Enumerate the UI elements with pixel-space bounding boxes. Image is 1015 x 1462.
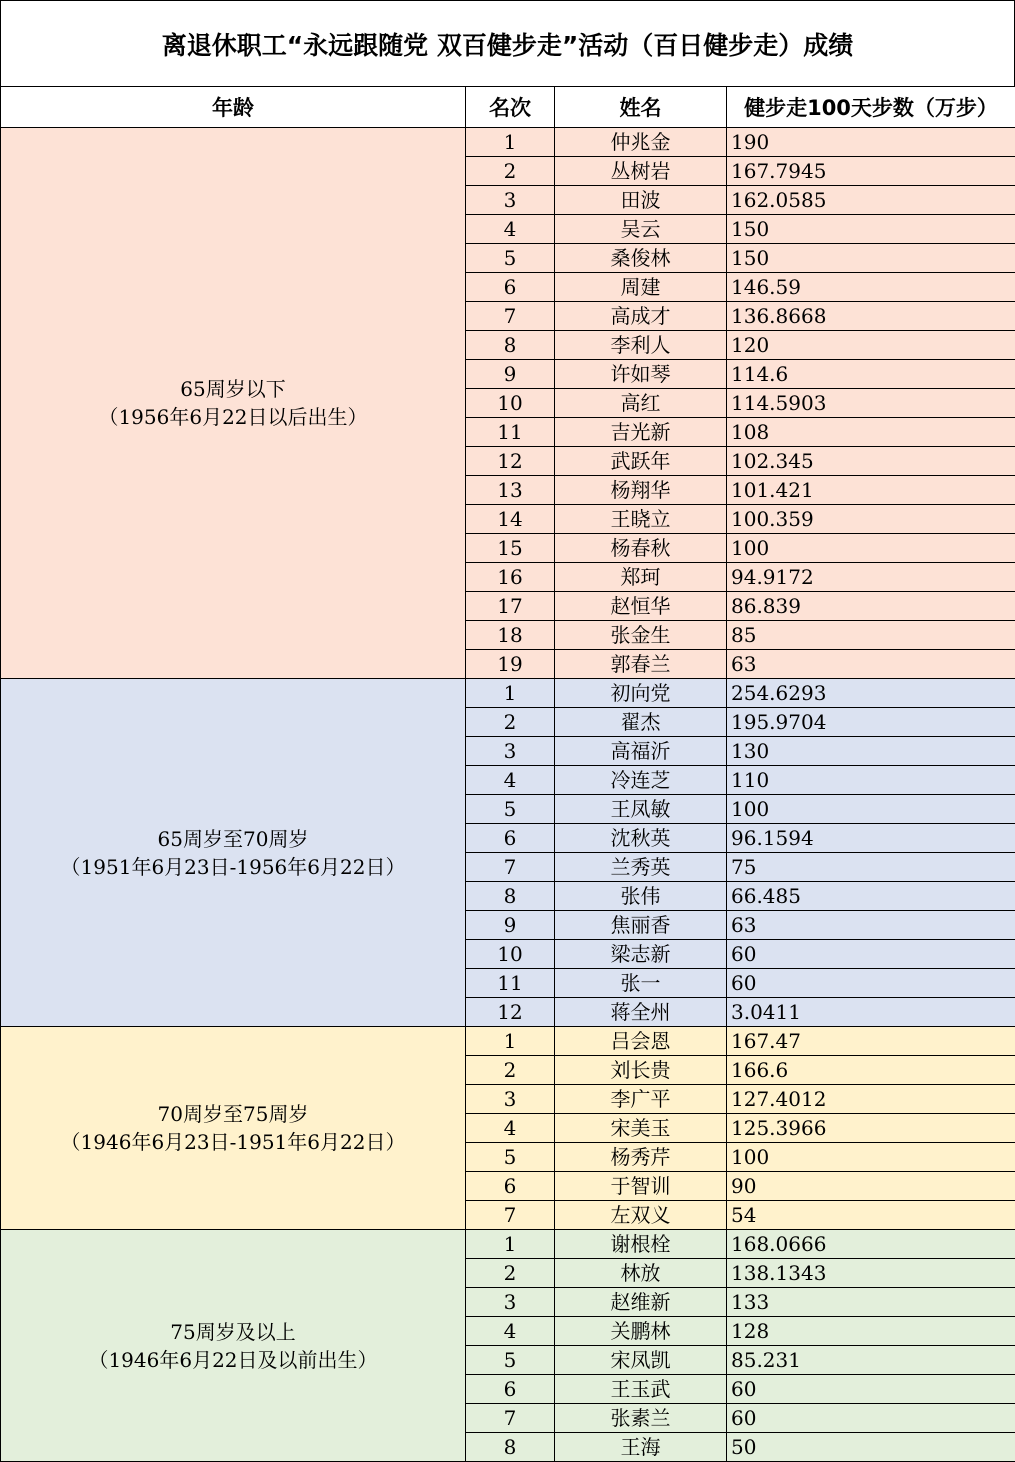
steps-cell: 254.6293 — [727, 679, 1015, 708]
rank-cell: 12 — [466, 998, 555, 1027]
steps-cell: 101.421 — [727, 476, 1015, 505]
steps-cell: 60 — [727, 1404, 1015, 1433]
rank-cell: 5 — [466, 1143, 555, 1172]
rank-cell: 6 — [466, 273, 555, 302]
name-cell: 王晓立 — [555, 505, 727, 534]
name-cell: 高成才 — [555, 302, 727, 331]
table-row — [1, 1230, 1015, 1259]
rank-cell: 5 — [466, 244, 555, 273]
name-cell: 杨秀芹 — [555, 1143, 727, 1172]
age-group-cell — [1, 1027, 466, 1230]
steps-cell: 86.839 — [727, 592, 1015, 621]
steps-cell: 128 — [727, 1317, 1015, 1346]
steps-cell: 195.9704 — [727, 708, 1015, 737]
rank-cell: 14 — [466, 505, 555, 534]
rank-cell: 11 — [466, 969, 555, 998]
steps-cell: 136.8668 — [727, 302, 1015, 331]
header-age: 年龄 — [1, 87, 466, 128]
rank-cell: 8 — [466, 331, 555, 360]
steps-cell: 168.0666 — [727, 1230, 1015, 1259]
rank-cell: 3 — [466, 1288, 555, 1317]
name-cell: 张素兰 — [555, 1404, 727, 1433]
name-cell: 宋凤凯 — [555, 1346, 727, 1375]
age-group-label: 75周岁及以上 — [1, 1318, 465, 1346]
steps-cell: 150 — [727, 215, 1015, 244]
name-cell: 王海 — [555, 1433, 727, 1462]
steps-cell: 146.59 — [727, 273, 1015, 302]
page-title: 离退休职工“永远跟随党 双百健步走”活动（百日健步走）成绩 — [0, 0, 1015, 86]
name-cell: 刘长贵 — [555, 1056, 727, 1085]
rank-cell: 10 — [466, 940, 555, 969]
name-cell: 林放 — [555, 1259, 727, 1288]
name-cell: 高福沂 — [555, 737, 727, 766]
name-cell: 王玉武 — [555, 1375, 727, 1404]
name-cell: 冷连芝 — [555, 766, 727, 795]
name-cell: 焦丽香 — [555, 911, 727, 940]
name-cell: 兰秀英 — [555, 853, 727, 882]
steps-cell: 167.7945 — [727, 157, 1015, 186]
age-group-range: （1946年6月22日及以前出生） — [1, 1346, 465, 1374]
age-group-cell — [1, 128, 466, 679]
steps-cell: 114.5903 — [727, 389, 1015, 418]
name-cell: 赵维新 — [555, 1288, 727, 1317]
rank-cell: 6 — [466, 824, 555, 853]
steps-cell: 66.485 — [727, 882, 1015, 911]
table-row — [1, 128, 1015, 157]
rank-cell: 5 — [466, 1346, 555, 1375]
steps-cell: 130 — [727, 737, 1015, 766]
rank-cell: 5 — [466, 795, 555, 824]
rank-cell: 7 — [466, 302, 555, 331]
steps-cell: 150 — [727, 244, 1015, 273]
rank-cell: 1 — [466, 679, 555, 708]
rank-cell: 9 — [466, 360, 555, 389]
rank-cell: 3 — [466, 737, 555, 766]
steps-cell: 63 — [727, 650, 1015, 679]
rank-cell: 6 — [466, 1375, 555, 1404]
name-cell: 杨春秋 — [555, 534, 727, 563]
rank-cell: 1 — [466, 1027, 555, 1056]
age-group-range: （1956年6月22日以后出生） — [1, 403, 465, 431]
steps-cell: 85.231 — [727, 1346, 1015, 1375]
steps-cell: 54 — [727, 1201, 1015, 1230]
name-cell: 吴云 — [555, 215, 727, 244]
name-cell: 张伟 — [555, 882, 727, 911]
steps-cell: 162.0585 — [727, 186, 1015, 215]
rank-cell: 10 — [466, 389, 555, 418]
name-cell: 宋美玉 — [555, 1114, 727, 1143]
steps-cell: 133 — [727, 1288, 1015, 1317]
name-cell: 丛树岩 — [555, 157, 727, 186]
steps-cell: 75 — [727, 853, 1015, 882]
name-cell: 田波 — [555, 186, 727, 215]
age-group-cell — [1, 1230, 466, 1462]
name-cell: 仲兆金 — [555, 128, 727, 157]
table-header-row — [1, 87, 1015, 128]
rank-cell: 4 — [466, 1114, 555, 1143]
steps-cell: 108 — [727, 418, 1015, 447]
steps-cell: 96.1594 — [727, 824, 1015, 853]
header-steps: 健步走100天步数（万步） — [727, 87, 1015, 128]
name-cell: 王凤敏 — [555, 795, 727, 824]
name-cell: 于智训 — [555, 1172, 727, 1201]
name-cell: 梁志新 — [555, 940, 727, 969]
steps-cell: 114.6 — [727, 360, 1015, 389]
steps-cell: 120 — [727, 331, 1015, 360]
steps-cell: 60 — [727, 969, 1015, 998]
rank-cell: 7 — [466, 1201, 555, 1230]
rank-cell: 8 — [466, 882, 555, 911]
name-cell: 蒋全州 — [555, 998, 727, 1027]
name-cell: 许如琴 — [555, 360, 727, 389]
steps-cell: 60 — [727, 1375, 1015, 1404]
name-cell: 赵恒华 — [555, 592, 727, 621]
name-cell: 杨翔华 — [555, 476, 727, 505]
name-cell: 郑珂 — [555, 563, 727, 592]
steps-cell: 110 — [727, 766, 1015, 795]
rank-cell: 2 — [466, 157, 555, 186]
table-row — [1, 679, 1015, 708]
rank-cell: 9 — [466, 911, 555, 940]
rank-cell: 4 — [466, 766, 555, 795]
rank-cell: 2 — [466, 708, 555, 737]
steps-cell: 50 — [727, 1433, 1015, 1462]
rank-cell: 16 — [466, 563, 555, 592]
header-rank: 名次 — [466, 87, 555, 128]
name-cell: 李利人 — [555, 331, 727, 360]
table-body — [1, 128, 1015, 1462]
name-cell: 桑俊林 — [555, 244, 727, 273]
name-cell: 张金生 — [555, 621, 727, 650]
steps-cell: 94.9172 — [727, 563, 1015, 592]
name-cell: 谢根栓 — [555, 1230, 727, 1259]
steps-cell: 90 — [727, 1172, 1015, 1201]
steps-cell: 127.4012 — [727, 1085, 1015, 1114]
steps-cell: 100 — [727, 1143, 1015, 1172]
name-cell: 吕会恩 — [555, 1027, 727, 1056]
steps-cell: 3.0411 — [727, 998, 1015, 1027]
results-table — [0, 86, 1015, 1462]
name-cell: 关鹏林 — [555, 1317, 727, 1346]
steps-cell: 167.47 — [727, 1027, 1015, 1056]
steps-cell: 166.6 — [727, 1056, 1015, 1085]
name-cell: 沈秋英 — [555, 824, 727, 853]
steps-cell: 138.1343 — [727, 1259, 1015, 1288]
name-cell: 李广平 — [555, 1085, 727, 1114]
name-cell: 郭春兰 — [555, 650, 727, 679]
rank-cell: 15 — [466, 534, 555, 563]
steps-cell: 190 — [727, 128, 1015, 157]
rank-cell: 4 — [466, 215, 555, 244]
rank-cell: 18 — [466, 621, 555, 650]
steps-cell: 100 — [727, 534, 1015, 563]
rank-cell: 1 — [466, 1230, 555, 1259]
steps-cell: 102.345 — [727, 447, 1015, 476]
rank-cell: 7 — [466, 1404, 555, 1433]
rank-cell: 11 — [466, 418, 555, 447]
rank-cell: 4 — [466, 1317, 555, 1346]
age-group-label: 65周岁以下 — [1, 375, 465, 403]
rank-cell: 13 — [466, 476, 555, 505]
rank-cell: 3 — [466, 1085, 555, 1114]
steps-cell: 60 — [727, 940, 1015, 969]
rank-cell: 3 — [466, 186, 555, 215]
rank-cell: 1 — [466, 128, 555, 157]
rank-cell: 2 — [466, 1259, 555, 1288]
age-group-range: （1946年6月23日-1951年6月22日） — [1, 1128, 465, 1156]
name-cell: 周建 — [555, 273, 727, 302]
rank-cell: 19 — [466, 650, 555, 679]
table-row — [1, 1027, 1015, 1056]
rank-cell: 8 — [466, 1433, 555, 1462]
rank-cell: 17 — [466, 592, 555, 621]
name-cell: 吉光新 — [555, 418, 727, 447]
steps-cell: 63 — [727, 911, 1015, 940]
name-cell: 武跃年 — [555, 447, 727, 476]
age-group-label: 70周岁至75周岁 — [1, 1100, 465, 1128]
header-name: 姓名 — [555, 87, 727, 128]
name-cell: 张一 — [555, 969, 727, 998]
rank-cell: 12 — [466, 447, 555, 476]
name-cell: 初向党 — [555, 679, 727, 708]
age-group-label: 65周岁至70周岁 — [1, 825, 465, 853]
name-cell: 高红 — [555, 389, 727, 418]
name-cell: 翟杰 — [555, 708, 727, 737]
age-group-cell — [1, 679, 466, 1027]
rank-cell: 2 — [466, 1056, 555, 1085]
rank-cell: 6 — [466, 1172, 555, 1201]
steps-cell: 100 — [727, 795, 1015, 824]
steps-cell: 125.3966 — [727, 1114, 1015, 1143]
name-cell: 左双义 — [555, 1201, 727, 1230]
rank-cell: 7 — [466, 853, 555, 882]
age-group-range: （1951年6月23日-1956年6月22日） — [1, 853, 465, 881]
steps-cell: 85 — [727, 621, 1015, 650]
steps-cell: 100.359 — [727, 505, 1015, 534]
